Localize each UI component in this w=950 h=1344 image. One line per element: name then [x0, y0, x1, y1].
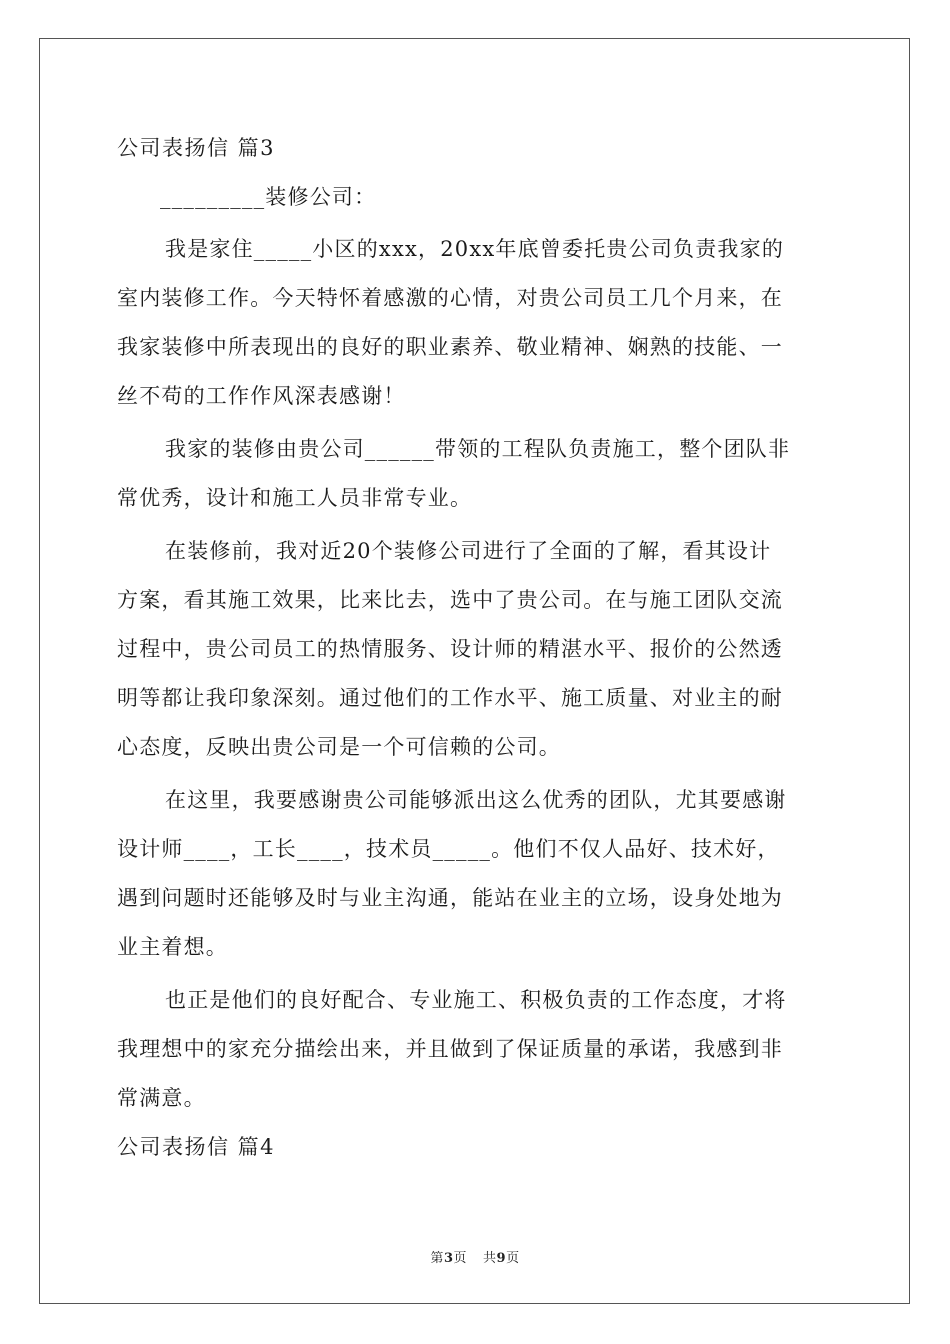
paragraph-2 [117, 425, 837, 523]
paragraph-line: 常满意。 [117, 1086, 206, 1110]
paragraph-line: 过程中，贵公司员工的热情服务、设计师的精湛水平、报价的公然透 [117, 637, 783, 661]
paragraph-line: 遇到问题时还能够及时与业主沟通，能站在业主的立场，设身处地为 [117, 886, 783, 910]
paragraph-line: 明等都让我印象深刻。通过他们的工作水平、施工质量、对业主的耐 [117, 686, 783, 710]
paragraph-line: 丝不苟的工作作风深表感谢！ [117, 384, 406, 408]
paragraph-line: 在装修前，我对近20个装修公司进行了全面的了解，看其设计 [165, 539, 772, 563]
section-heading-4: 公司表扬信 篇4 [117, 1135, 276, 1159]
paragraph-line: 在这里，我要感谢贵公司能够派出这么优秀的团队，尤其要感谢 [165, 788, 787, 812]
paragraph-3 [117, 527, 837, 772]
total-suffix: 页 [506, 1251, 520, 1266]
page-footer [0, 1247, 950, 1266]
page-number: 3 [443, 1251, 454, 1266]
paragraph-line: 我理想中的家充分描绘出来，并且做到了保证质量的承诺，我感到非 [117, 1037, 783, 1061]
paragraph-line: 我家装修中所表现出的良好的职业素养、敬业精神、娴熟的技能、一 [117, 335, 783, 359]
paragraph-line: 室内装修工作。今天特怀着感激的心情，对贵公司员工几个月来，在 [117, 286, 783, 310]
paragraph-line: 设计师____，工长____，技术员_____。他们不仅人品好、技术好， [117, 837, 780, 861]
paragraph-line: 业主着想。 [117, 935, 228, 959]
paragraph-line: 方案，看其施工效果，比来比去，选中了贵公司。在与施工团队交流 [117, 588, 783, 612]
page-suffix: 页 [453, 1251, 467, 1266]
section-heading-3: 公司表扬信 篇3 [117, 136, 276, 160]
paragraph-5 [117, 976, 837, 1123]
salutation: _________装修公司： [160, 185, 377, 209]
paragraph-4 [117, 776, 837, 972]
paragraph-line: 心态度，反映出贵公司是一个可信赖的公司。 [117, 735, 561, 759]
paragraph-line: 我家的装修由贵公司______带领的工程队负责施工，整个团队非 [165, 437, 791, 461]
page-prefix: 第 [430, 1251, 444, 1266]
paragraph-line: 也正是他们的良好配合、专业施工、积极负责的工作态度，才将 [165, 988, 787, 1012]
paragraph-line: 常优秀，设计和施工人员非常专业。 [117, 486, 473, 510]
paragraph-line: 我是家住_____小区的xxx，20xx年底曾委托贵公司负责我家的 [165, 237, 785, 261]
document-body [117, 124, 837, 1172]
paragraph-1 [117, 225, 837, 421]
total-pages: 9 [496, 1251, 507, 1266]
total-prefix: 共 [483, 1251, 497, 1266]
